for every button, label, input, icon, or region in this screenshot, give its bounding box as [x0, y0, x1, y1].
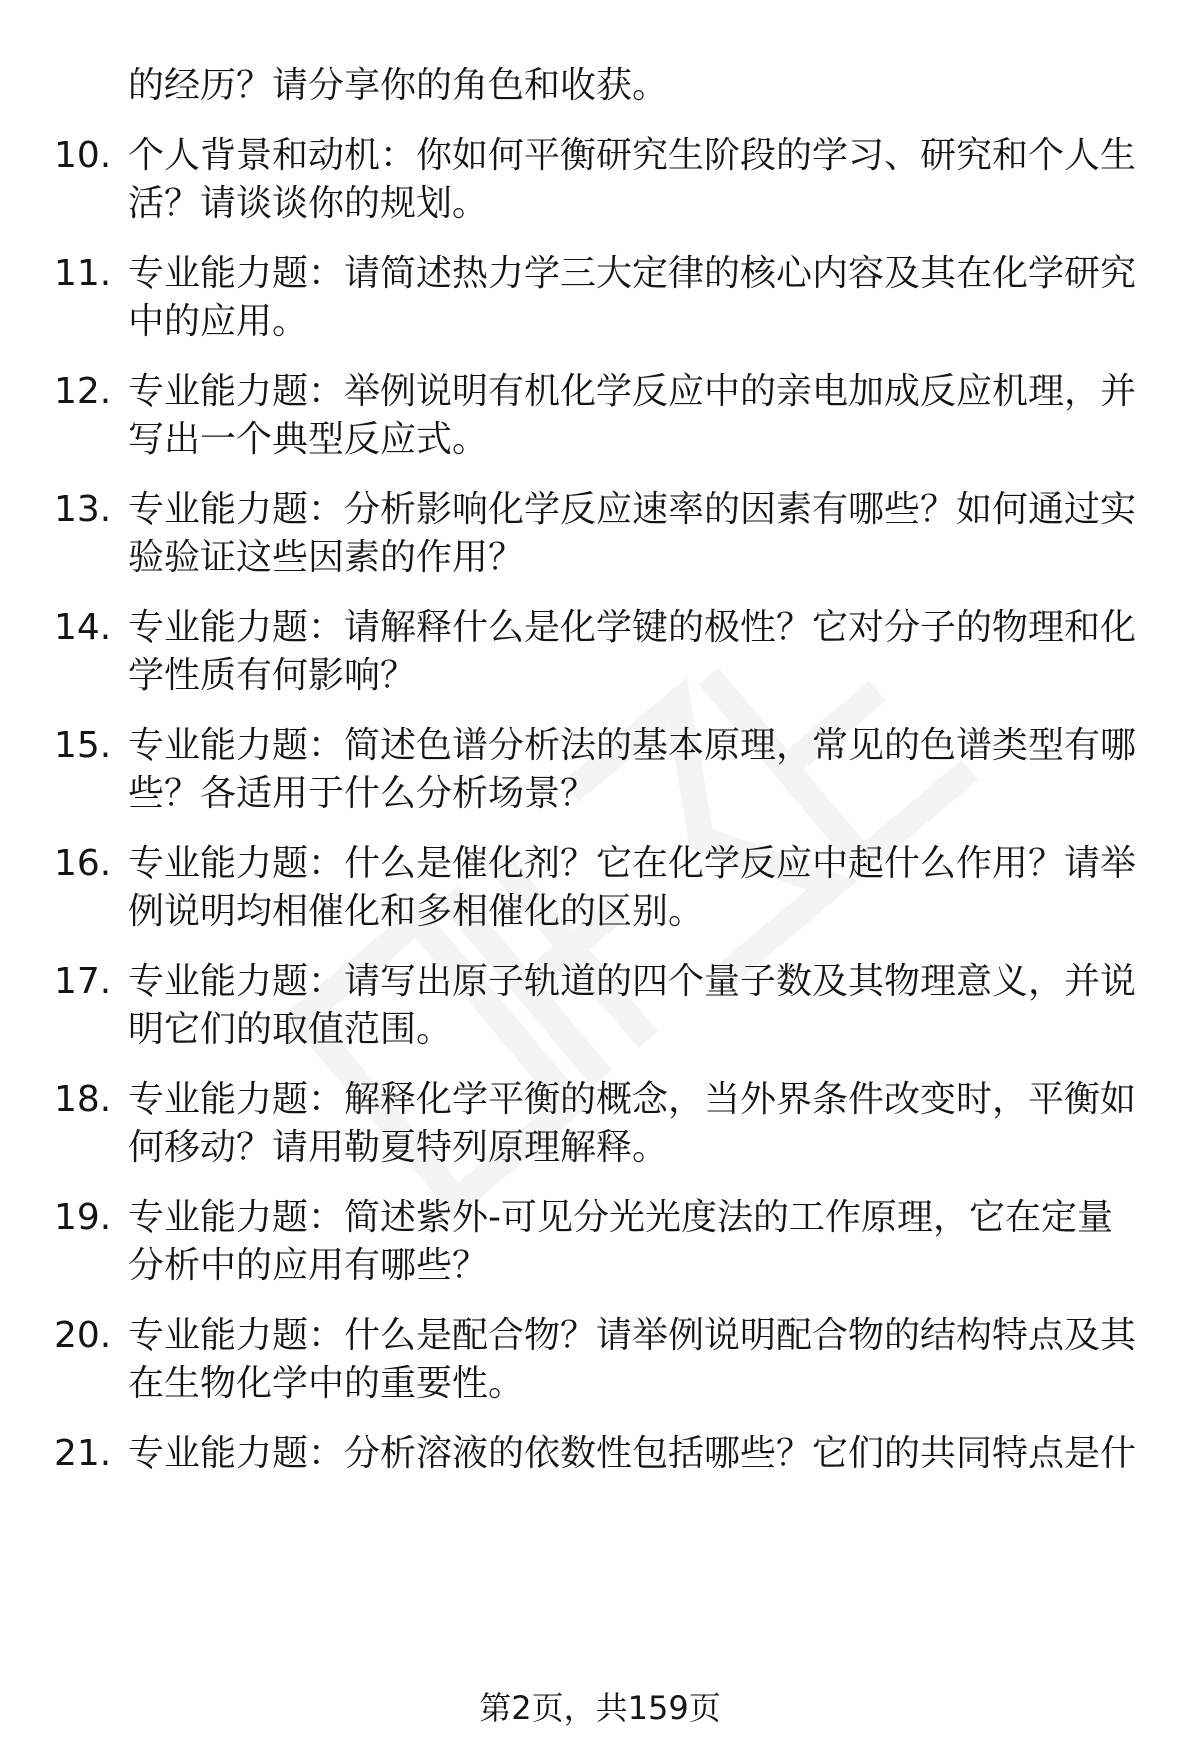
item-text: 专业能力题：分析影响化学反应速率的因素有哪些？如何通过实验验证这些因素的作用？ — [128, 489, 1137, 578]
item-number: 14. — [54, 607, 112, 648]
item-number: 21. — [54, 1433, 112, 1474]
item-text: 专业能力题：简述色谱分析法的基本原理，常见的色谱类型有哪些？各适用于什么分析场景？ — [128, 725, 1137, 814]
item-text: 专业能力题：解释化学平衡的概念，当外界条件改变时，平衡如何移动？请用勒夏特列原理解释。 — [128, 1079, 1137, 1168]
item-number: 18. — [54, 1079, 112, 1120]
item-text: 专业能力题：请解释什么是化学键的极性？它对分子的物理和化学性质有何影响？ — [128, 607, 1137, 696]
item-text: 专业能力题：分析溶液的依数性包括哪些？它们的共同特点是什 — [128, 1433, 1137, 1474]
item-number: 15. — [54, 725, 112, 766]
item-number: 19. — [54, 1197, 112, 1238]
item-text: 专业能力题：什么是催化剂？它在化学反应中起什么作用？请举例说明均相催化和多相催化的区别。 — [128, 843, 1137, 932]
item-text: 专业能力题：什么是配合物？请举例说明配合物的结构特点及其在生物化学中的重要性。 — [128, 1315, 1137, 1404]
item-number: 16. — [54, 843, 112, 884]
item-text: 专业能力题：请写出原子轨道的四个量子数及其物理意义，并说明它们的取值范围。 — [128, 961, 1137, 1050]
item-number: 20. — [54, 1315, 112, 1356]
item-number: 10. — [54, 135, 112, 176]
item-number: 17. — [54, 961, 112, 1002]
item-text: 个人背景和动机：你如何平衡研究生阶段的学习、研究和个人生活？请谈谈你的规划。 — [128, 135, 1137, 224]
item-text: 专业能力题：举例说明有机化学反应中的亲电加成反应机理，并写出一个典型反应式。 — [128, 371, 1137, 460]
page-footer: 第2页，共159页 — [479, 1689, 721, 1727]
item-number: 11. — [54, 253, 112, 294]
continuation-text: 的经历？请分享你的角色和收获。 — [128, 65, 669, 106]
item-number: 13. — [54, 489, 112, 530]
item-text: 专业能力题：请简述热力学三大定律的核心内容及其在化学研究中的应用。 — [128, 253, 1137, 342]
item-number: 12. — [54, 371, 112, 412]
item-text: 专业能力题：简述紫外-可见分光光度法的工作原理，它在定量分析中的应用有哪些？ — [128, 1197, 1113, 1286]
